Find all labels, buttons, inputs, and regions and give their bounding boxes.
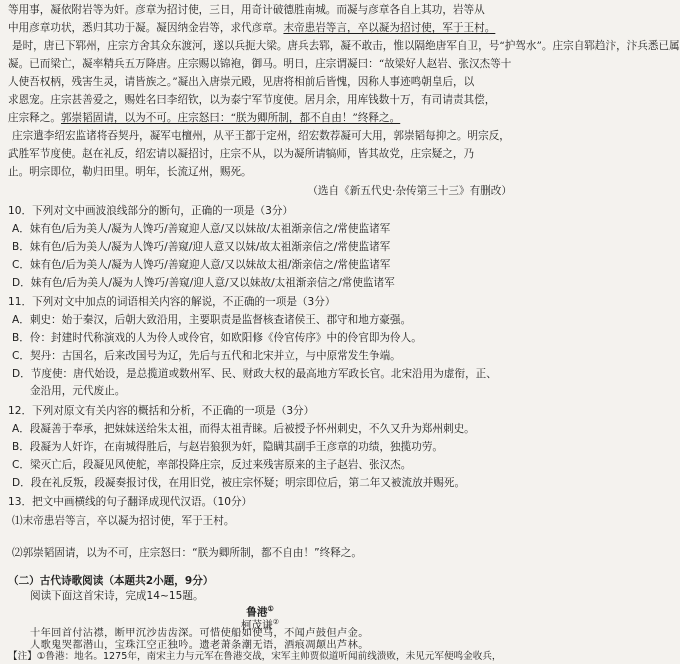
passage-line-2: 中用彦章功状，悉归其功于凝。凝因纳金岩等，求代彦章。末帝患岩等言，卒以凝为招讨使，军于王村。 (8, 22, 496, 34)
passage-line-1: 等用事，凝依附岩等为奸。彦章为招讨使，三日，用奇计破德胜南城。而凝与彦章各自上其功，岩等从 (8, 4, 485, 16)
underlined-sentence-2: 郭崇韬固请，以为不可。庄宗怒曰：“朕为卿所制，都不自由！”终释之。 (60, 112, 401, 124)
poetry-instruction: 阅读下面这首宋诗，完成14~15题。 (30, 590, 204, 602)
q10-option-c[interactable]: C．妹有色/后为美人/凝为人馋巧/善窥迎人意/又以妹故太祖/渐亲信之/常使监诸军 (12, 259, 391, 271)
passage-line-6: 求恩宠。庄宗甚善爱之，赐姓名曰李绍钦，以为泰宁军节度使。居月余，用库钱数十万，有司请责其偿， (8, 94, 496, 106)
q13-sentence-2: ⑵郭崇韬固请，以为不可，庄宗怒曰：“朕为卿所制，都不自由！”终释之。 (12, 547, 362, 559)
q11-stem: 11．下列对文中加点的词语相关内容的解说，不正确的一项是（3分） (8, 296, 336, 308)
poem-author: 柯茂谦② (240, 618, 280, 632)
passage-line-5: 人使吾权柄，残害生灵，请皆族之。”凝出入唐崇元殿，见唐将相前后皆愧，因称人事迹鸣朝皇后，以 (8, 76, 475, 88)
q10-option-a[interactable]: A．妹有色/后为美人/凝为人馋巧/善窥迎人意/又以妹故/太祖渐亲信之/常使监诸军 (12, 223, 391, 235)
poem-note: 【注】①鲁港：地名。1275年，南宋主力与元军在鲁港交战，宋军主帅贾似道听闻前线溃败，未见元军便鸣金收兵， (8, 651, 502, 662)
q13-sentence-1: ⑴末帝患岩等言，卒以凝为招讨使，军于王村。 (12, 515, 235, 527)
q11-option-d[interactable]: D．节度使：唐代始设，是总揽道或数州军、民、财政大权的最高地方军政长官。北宋沿用为虚衔，正、 (12, 368, 497, 380)
q12-option-a[interactable]: A．段凝善于奉承，把妹妹送给朱太祖，而得太祖青睐。后被授予怀州刺史，不久又升为郑州刺史。 (12, 423, 475, 435)
q11-option-a[interactable]: A．刺史：始于秦汉，后朝大致沿用，主要职责是监督核查诸侯王、郡守和地方豪强。 (12, 314, 412, 326)
passage-line-4: 凝。已而梁亡，凝率精兵五万降唐。庄宗赐以锦袍，御马。明日，庄宗谓凝曰：“故梁好人赵岩、张汉杰等十 (8, 58, 512, 70)
passage-line-10: 止。明宗即位，勒归田里。明年，长流辽州，赐死。 (8, 166, 252, 178)
q12-option-c[interactable]: C．梁灭亡后，段凝见风使舵，率部投降庄宗，反过来残害原来的主子赵岩、张汉杰。 (12, 459, 412, 471)
q10-option-b[interactable]: B．妹有色/后为美人/凝为人馋巧/善窥/迎人意又以妹/故太祖渐亲信之/常使监诸军 (12, 241, 391, 253)
poem-line-1: 十年回首付沾襟，断甲沉沙齿齿深。可惜使船如使马，不闻卢鼓但卢金。 (30, 628, 369, 639)
q11-option-d-cont: 金沿用，元代废止。 (30, 385, 126, 397)
q11-option-c[interactable]: C．契丹：古国名，后来改国号为辽，先后与五代和北宋并立，与中原常发生争端。 (12, 350, 401, 362)
underlined-sentence-1: 末帝患岩等言，卒以凝为招讨使，军于王村。 (283, 22, 496, 34)
poem-title: 鲁港① (246, 604, 274, 619)
q10-option-d[interactable]: D．妹有色/后为美人/凝为人馋巧/善窥/迎人意/又以妹故/太祖渐亲信之/常使监诸军 (12, 277, 395, 289)
q12-option-b[interactable]: B．段凝为人奸诈，在南城得胜后，与赵岩狼狈为奸，隐瞒其副手王彦章的功绩，独揽功劳。 (12, 441, 444, 453)
passage-line-9: 武胜军节度使。赵在礼反，绍宏请以凝招讨，庄宗不从，以为凝所请犒师，皆其故党，庄宗疑之，乃 (8, 148, 475, 160)
passage-line-3: 是时，唐已下郓州，庄宗方舍其众东渡河，遂以兵扼大梁。唐兵去郓，凝不敢击，惟以隔绝唐军自卫，号“护驾水”。庄宗自郓趋汴，汴兵悉已属 (12, 40, 680, 52)
passage-source: （选自《新五代史·杂传第三十三》有删改） (307, 185, 512, 197)
poetry-section-heading: （二）古代诗歌阅读（本题共2小题，9分） (8, 575, 214, 587)
q13-stem: 13．把文中画横线的句子翻译成现代汉语。（10分） (8, 496, 253, 508)
passage-line-7: 庄宗释之。郭崇韬固请，以为不可。庄宗怒曰：“朕为卿所制，都不自由！”终释之。 (8, 112, 401, 124)
passage-line-8: 庄宗遣李绍宏监诸将吞契丹，凝军屯檀州，从平王都于定州，绍宏数荐凝可大用，郭崇韬每抑之。明宗反， (12, 130, 510, 142)
q12-option-d[interactable]: D．段在礼反叛，段凝奏报讨伐，在用旧党，被庄宗怀疑；明宗即位后，第二年又被流放并赐死。 (12, 477, 466, 489)
poem-line-2: 人歌鬼哭都潜山，宝珠江空正独吟。遗老萧条潮无语，酒痕凋颠出芦林。 (30, 640, 369, 651)
q12-stem: 12．下列对原文有关内容的概括和分析，不正确的一项是（3分） (8, 405, 315, 417)
q10-stem: 10．下列对文中画波浪线部分的断句，正确的一项是（3分） (8, 205, 294, 217)
q11-option-b[interactable]: B．伶：封建时代称演戏的人为伶人或伶官，如欧阳修《伶官传序》中的伶官即为伶人。 (12, 332, 422, 344)
